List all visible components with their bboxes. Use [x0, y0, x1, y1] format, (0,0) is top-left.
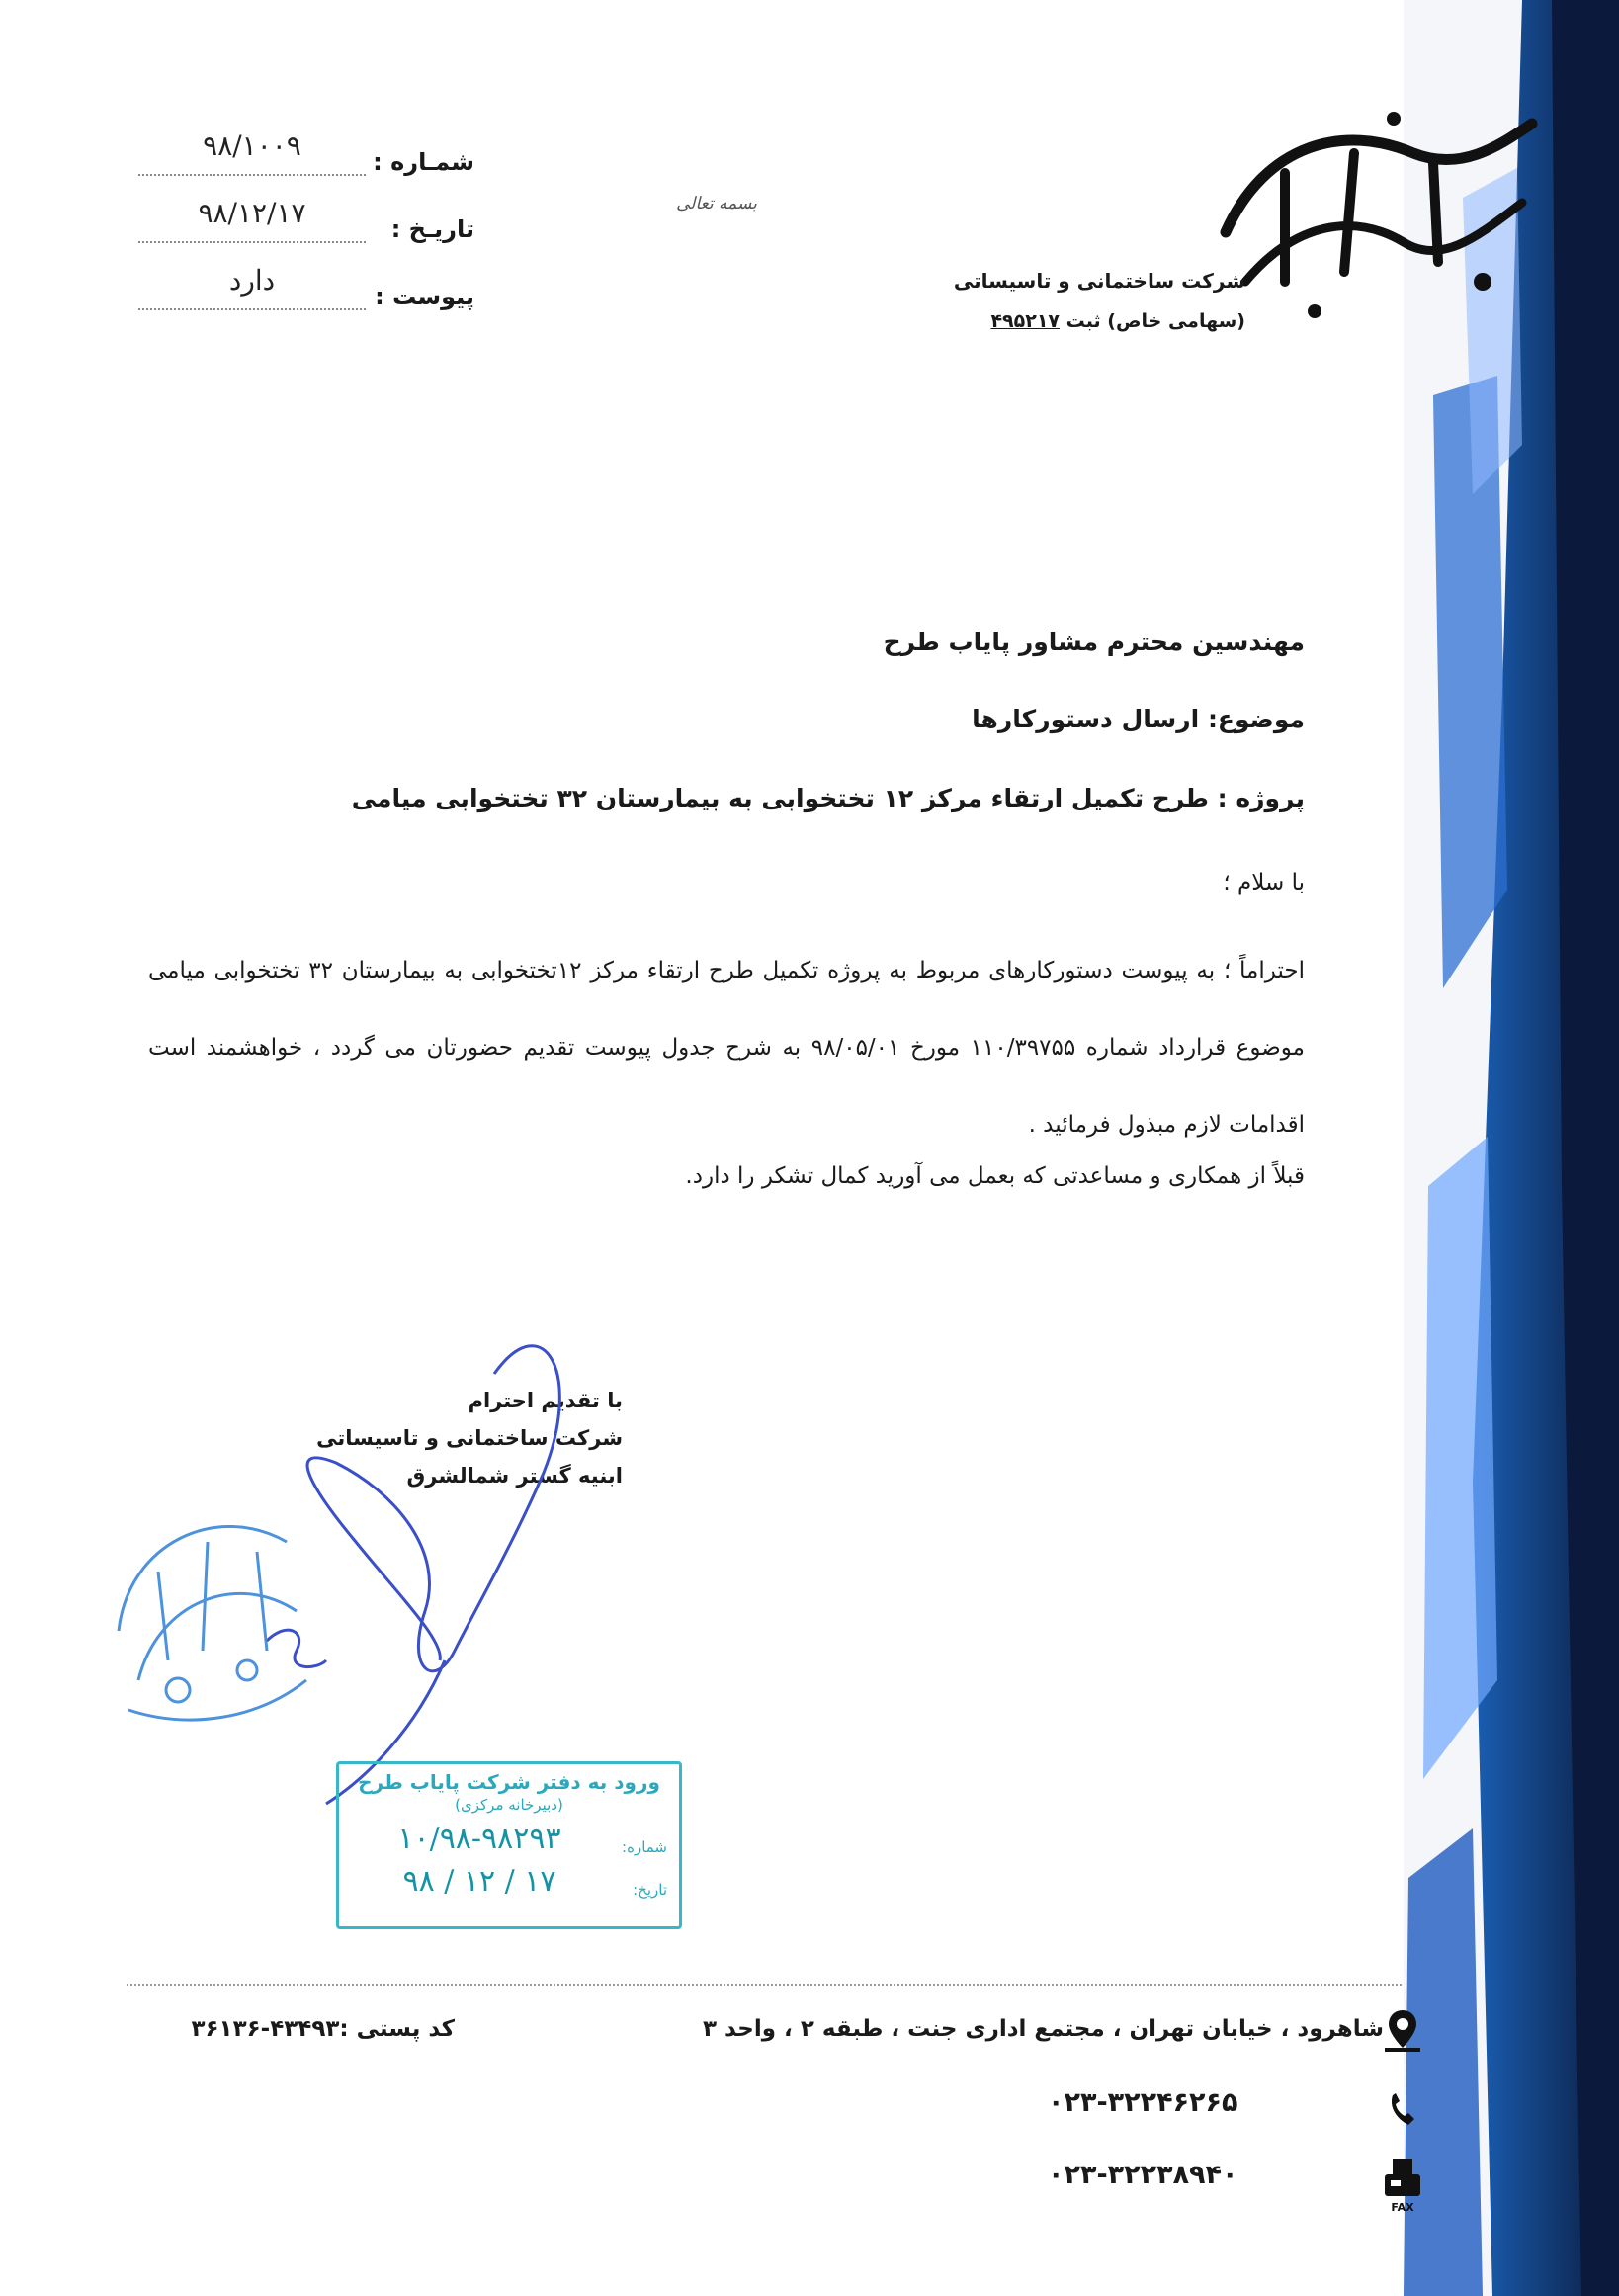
footer-phone: ۰۲۳-۳۲۲۴۶۲۶۵: [1048, 2087, 1238, 2118]
fax-icon: [1379, 2155, 1426, 2214]
date-value: ۹۸/۱۲/۱۷: [138, 192, 366, 243]
attachment-value: دارد: [138, 259, 366, 310]
subject-line: [972, 705, 1305, 733]
subject-label: موضوع:: [1207, 705, 1305, 733]
registration-prefix: (سهامی خاص) ثبت: [1065, 310, 1245, 332]
footer-address: شاهرود ، خیابان تهران ، مجتمع اداری جنت ، طبقه ۲ ، واحد ۳: [702, 2016, 1384, 2042]
date-label: تاریـخ :: [390, 215, 474, 243]
footer-fax: ۰۲۳-۳۲۲۳۸۹۴۰: [1048, 2160, 1238, 2190]
attachment-row: [138, 243, 474, 310]
entry-stamp-number-value: ۱۰/۹۸-۹۸۲۹۳: [397, 1822, 561, 1856]
entry-stamp-number-row: [351, 1822, 667, 1856]
decorative-side-band: [1404, 0, 1619, 2296]
project-label: پروژه :: [1217, 784, 1305, 812]
subject-text: ارسال دستورکارها: [972, 705, 1200, 733]
number-label: شمـاره :: [373, 148, 474, 176]
thanks-line: قبلاً از همکاری و مساعدتی که بعمل می آورید کمال تشکر را دارد.: [685, 1163, 1305, 1189]
date-row: [138, 176, 474, 243]
attachment-label: پیوست :: [375, 283, 474, 310]
registration-number: ۴۹۵۲۱۷: [990, 310, 1061, 332]
footer-postal-code: کد پستی :۴۳۴۹۳-۳۶۱۳۶: [191, 2016, 455, 2042]
basmala: بسمه تعالی: [676, 194, 757, 213]
entry-receipt-stamp: [336, 1761, 682, 1929]
entry-stamp-date-row: [351, 1864, 667, 1899]
entry-stamp-title: ورود به دفتر شرکت پایاب طرح: [358, 1770, 660, 1794]
footer-divider: [127, 1984, 1402, 1986]
company-seal-stamp: [99, 1483, 326, 1740]
phone-icon: [1379, 2085, 1426, 2133]
entry-stamp-number-label: شماره:: [622, 1838, 667, 1856]
project-text: طرح تکمیل ارتقاء مرکز ۱۲ تختخوابی به بیمارستان ۳۲ تختخوابی میامی: [351, 784, 1209, 812]
number-value: ۹۸/۱۰۰۹: [138, 125, 366, 176]
recipient-line: مهندسین محترم مشاور پایاب طرح: [883, 628, 1305, 656]
signature-line-3: ابنیه گستر شمالشرق: [406, 1464, 623, 1488]
company-registration: [919, 310, 1245, 332]
company-name: شرکت ساختمانی و تاسیساتی: [953, 269, 1245, 293]
signature-line-1: با تقدیم احترام: [468, 1389, 623, 1412]
number-row: [138, 109, 474, 176]
fax-icon-label: FAX: [1391, 2201, 1414, 2214]
location-pin-icon: [1379, 2006, 1426, 2054]
letter-meta: [138, 109, 474, 310]
project-line: [352, 784, 1305, 812]
main-paragraph: احتراماً ؛ به پیوست دستورکارهای مربوط به پروژه تکمیل طرح ارتقاء مرکز ۱۲تختخوابی به بیمارستان ۳۲ تختخوابی میامی موضوع قرارداد شماره ۱۱۰/۳۹۷۵۵ مورخ ۹۸/۰۵/۰۱ به شرح جدول پیوست تقدیم حضورتان می گردد ، خواهشمند است اقدامات لازم مبذول فرمائید .: [148, 958, 1306, 1138]
company-info: [919, 269, 1245, 332]
signature-line-2: شرکت ساختمانی و تاسیساتی: [316, 1426, 623, 1450]
greeting: با سلام ؛: [1223, 870, 1305, 895]
entry-stamp-subtitle: (دبیرخانه مرکزی): [455, 1796, 563, 1814]
entry-stamp-date-label: تاریخ:: [633, 1881, 667, 1899]
entry-stamp-date-value: ۹۸ / ۱۲ / ۱۷: [402, 1864, 556, 1899]
